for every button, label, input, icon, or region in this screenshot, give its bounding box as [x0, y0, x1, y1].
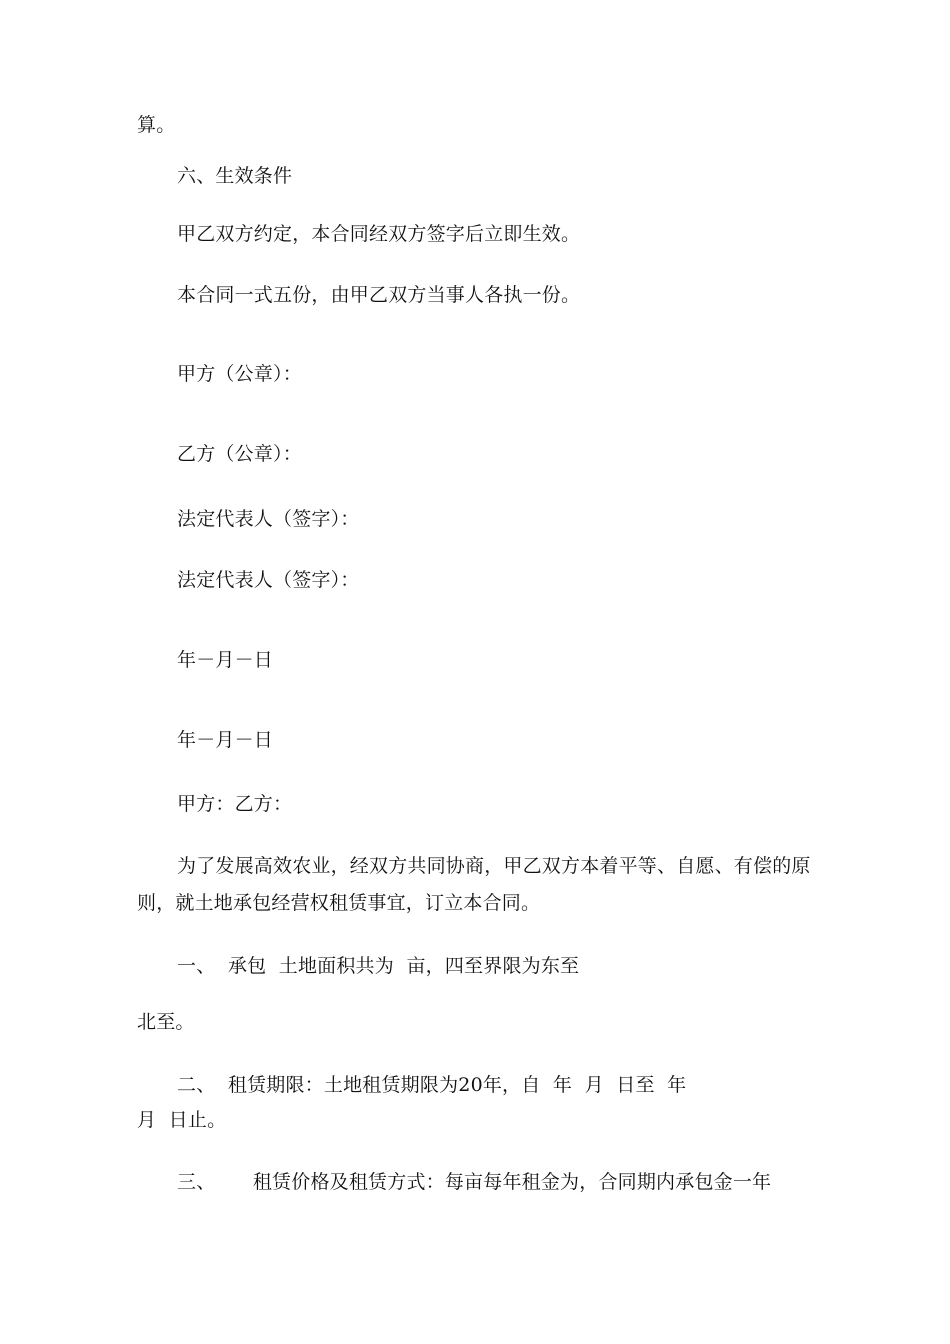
signature-field-party-a: 甲方（公章）：: [177, 363, 302, 385]
clause-line: 一、 承包 土地面积共为 亩，四至界限为东至: [177, 955, 580, 977]
legal-representative-field: 法定代表人（签字）：: [177, 569, 360, 591]
date-field: 年－月－日: [177, 729, 274, 751]
clause-line: 三、 租赁价格及租赁方式：每亩每年租金为，合同期内承包金一年: [177, 1171, 772, 1193]
section-heading: 六、生效条件: [177, 165, 293, 187]
text-line: 算。: [137, 114, 176, 136]
clause-line: 二、 租赁期限：土地租赁期限为20年，自 年 月 日至 年: [177, 1074, 687, 1096]
parties-line: 甲方：乙方：: [177, 793, 293, 815]
date-field: 年－月－日: [177, 649, 274, 671]
paragraph-line: 为了发展高效农业，经双方共同协商，甲乙双方本着平等、自愿、有偿的原: [177, 855, 811, 877]
signature-field-party-b: 乙方（公章）：: [177, 443, 302, 465]
legal-representative-field: 法定代表人（签字）：: [177, 508, 360, 530]
text-line: 甲乙双方约定，本合同经双方签字后立即生效。: [177, 223, 581, 245]
clause-line: 月 日止。: [137, 1109, 227, 1131]
clause-line: 北至。: [137, 1011, 195, 1033]
paragraph-line: 则，就土地承包经营权租赁事宜，订立本合同。: [137, 892, 541, 914]
text-line: 本合同一式五份，由甲乙双方当事人各执一份。: [177, 284, 581, 306]
